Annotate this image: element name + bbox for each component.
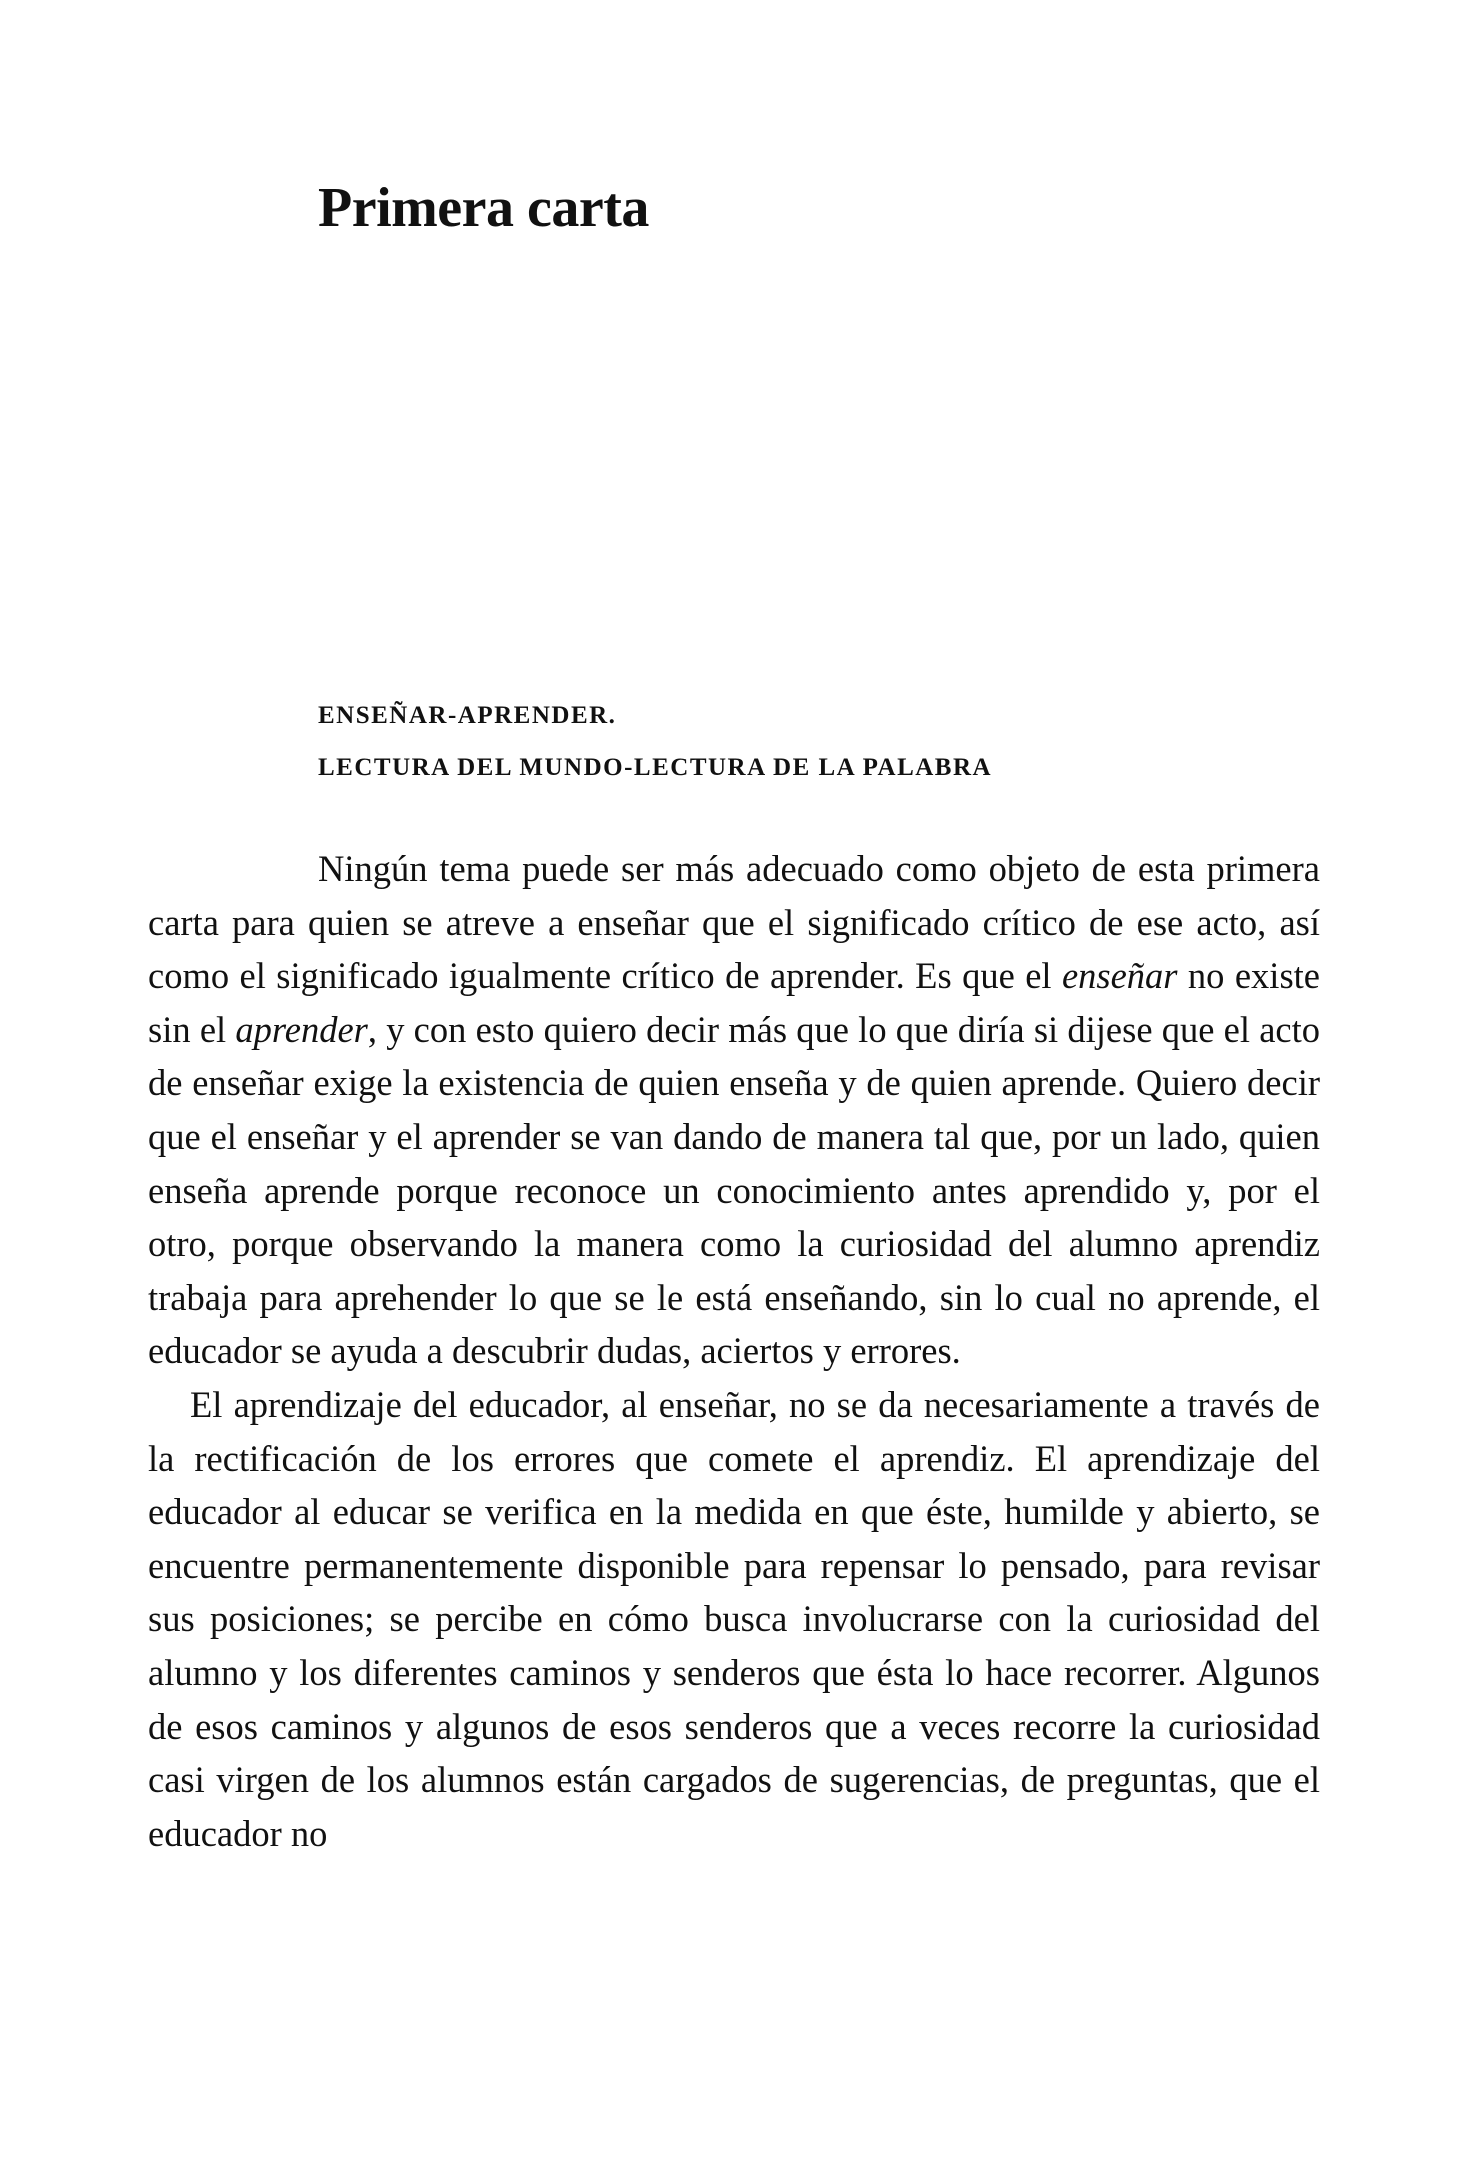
paragraph-1-segment: , y con esto quiero decir más que lo que diría si dijese que el acto de enseñar exige la existencia de quien enseña y de quien aprende. Quiero decir que el enseñar y el aprender se van dando de manera tal que, por un lado, quien enseña aprende porque reconoce un conocimiento antes aprendido y, por el otro, porque observando la manera como la curiosidad del alumno aprendiz trabaja para aprehender lo que se le está enseñando, sin lo cual no aprende, el educador se ayuda a descubrir dudas, aciertos y errores. [148,1008,1321,1372]
paragraph-2 [148,1378,1320,1860]
chapter-title: Primera carta [318,177,649,239]
paragraph-1-segment: no existe sin el [148,955,1320,1050]
section-heading-line-1: ENSEÑAR-APRENDER. [318,702,617,729]
section-heading [318,690,992,794]
paragraph-1-italic-aprender: aprender [235,1008,368,1050]
paragraph-1-italic-ensenar: enseñar [1061,955,1178,997]
paragraph-1-segment: Ningún tema puede ser más adecuado como objeto de esta primera carta para quien se atreve a enseñar que el significado crítico de ese acto, así como el significado igualmente crítico de aprender. Es que el [148,848,1320,997]
paragraph-1 [148,842,1320,1378]
paragraph-2-segment: El aprendizaje del educador, al enseñar, no se da necesariamente a través de la rectificación de los errores que comete el aprendiz. El aprendizaje del educador al educar se verifica en la medida en que éste, humilde y abierto, se encuentre permanentemente disponible para repensar lo pensado, para revisar sus posiciones; se percibe en cómo busca involucrarse con la curiosidad del alumno y los diferentes caminos y senderos que ésta lo hace recorrer. Algunos de esos caminos y algunos de esos senderos que a veces recorre la curiosidad casi virgen de los alumnos están cargados de sugerencias, de preguntas, que el educador no [148,1383,1320,1854]
section-heading-line-2: LECTURA DEL MUNDO-LECTURA DE LA PALABRA [318,754,993,781]
body-text [148,842,1320,1860]
